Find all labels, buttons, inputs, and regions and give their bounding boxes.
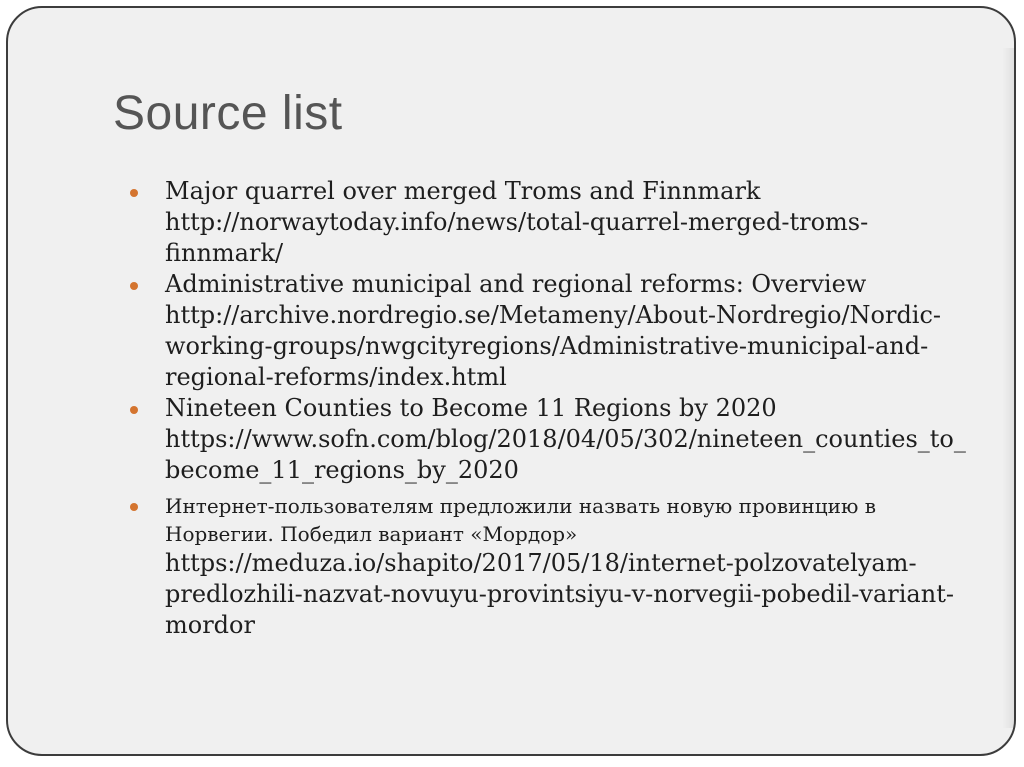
source-item-meduza bbox=[114, 492, 974, 641]
source-title: Major quarrel over merged Troms and Finnmark bbox=[165, 177, 761, 205]
source-title: Administrative municipal and regional reforms: Overview bbox=[165, 270, 867, 298]
source-link[interactable]: https://www.sofn.com/blog/2018/04/05/302/nineteen_counties_to_become_11_regions_by_2020 bbox=[165, 425, 966, 484]
source-link[interactable]: http://norwaytoday.info/news/total-quarrel-merged-troms-finnmark/ bbox=[165, 208, 869, 267]
slide-edge-shadow bbox=[1002, 48, 1016, 728]
source-item-sofn bbox=[114, 393, 974, 486]
slide-title: Source list bbox=[113, 87, 343, 140]
bullet-icon bbox=[130, 189, 138, 197]
source-link[interactable]: https://meduza.io/shapito/2017/05/18/internet-polzovatelyam-predlozhili-nazvat-novuyu-provintsiyu-v-norvegii-pobedil-variant-mordor bbox=[165, 549, 954, 639]
bullet-icon bbox=[130, 406, 138, 414]
source-link[interactable]: http://archive.nordregio.se/Metameny/About-Nordregio/Nordic-working-groups/nwgcityregions/Administrative-municipal-and-regional-reforms/index.html bbox=[165, 301, 942, 391]
source-list bbox=[114, 176, 974, 641]
bullet-icon bbox=[130, 503, 138, 511]
bullet-icon bbox=[130, 282, 138, 290]
source-item-nordregio bbox=[114, 269, 974, 393]
source-title: Nineteen Counties to Become 11 Regions by 2020 bbox=[165, 394, 777, 422]
slide-frame bbox=[6, 6, 1016, 756]
source-item-troms-finnmark bbox=[114, 176, 974, 269]
source-title: Интернет-пользователям предложили назвать новую провинцию в Норвегии. Победил вариант «Мордор» bbox=[165, 494, 876, 546]
